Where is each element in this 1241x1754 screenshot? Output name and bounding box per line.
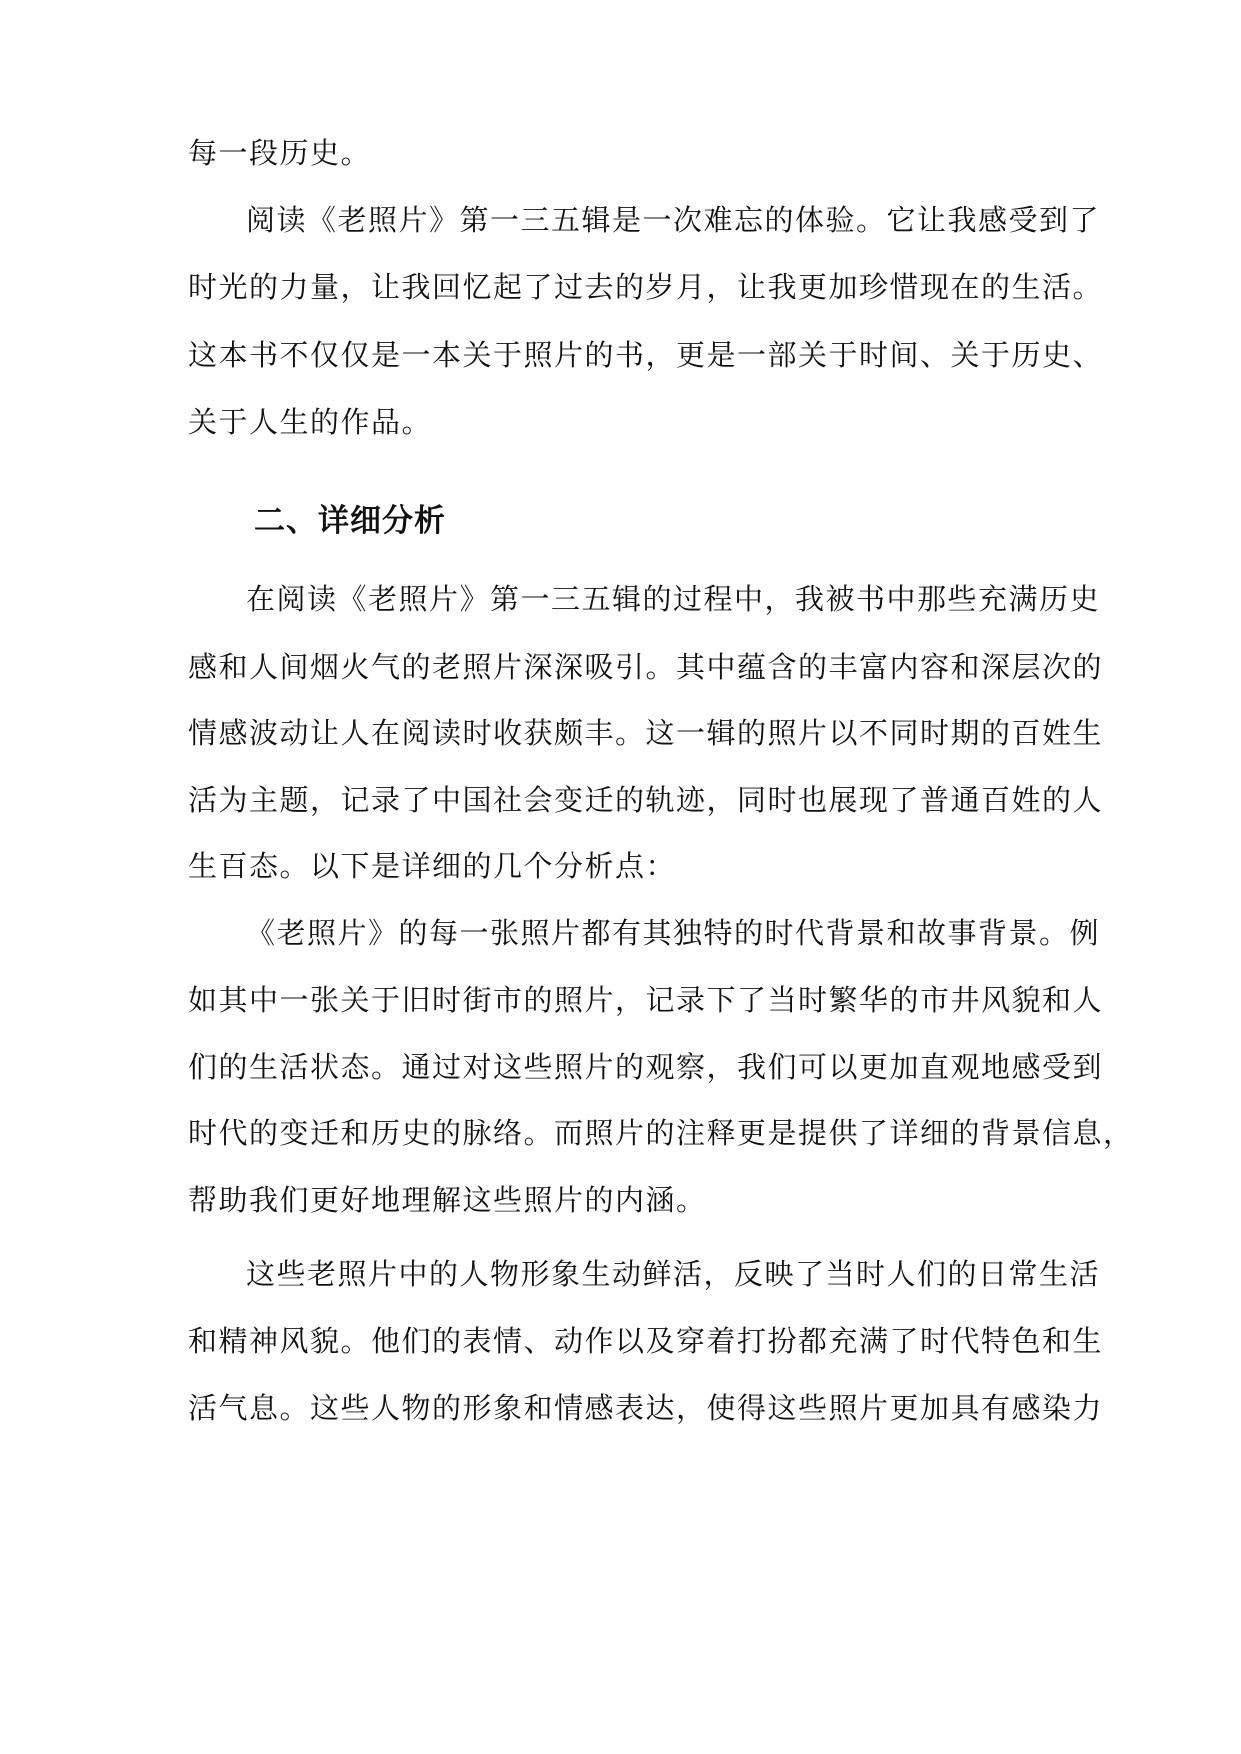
text-line: 关于人生的作品。 [188,405,433,439]
text-line: 每一段历史。 [188,136,372,170]
text-line: 生百态。以下是详细的几个分析点： [188,849,677,883]
text-line: 帮助我们更好地理解这些照片的内涵。 [188,1183,707,1217]
text-line: 感和人间烟火气的老照片深深吸引。其中蕴含的丰富内容和深层次的 [188,650,1104,684]
text-line: 在阅读《老照片》第一三五辑的过程中，我被书中那些充满历史 [246,582,1101,616]
text-line: 阅读《老照片》第一三五辑是一次难忘的体验。它让我感受到了 [246,203,1101,237]
text-line: 时光的力量，让我回忆起了过去的岁月，让我更加珍惜现在的生活。 [188,270,1104,304]
text-line: 这本书不仅仅是一本关于照片的书，更是一部关于时间、关于历史、 [188,338,1104,372]
text-line: 情感波动让人在阅读时收获颇丰。这一辑的照片以不同时期的百姓生 [188,716,1104,750]
text-line: 《老照片》的每一张照片都有其独特的时代背景和故事背景。例 [246,916,1101,950]
section-heading: 二、详细分析 [254,503,446,539]
text-line: 时代的变迁和历史的脉络。而照片的注释更是提供了详细的背景信息， [188,1116,1134,1150]
text-line: 这些老照片中的人物形象生动鲜活，反映了当时人们的日常生活 [246,1257,1101,1291]
text-line: 和精神风貌。他们的表情、动作以及穿着打扮都充满了时代特色和生 [188,1324,1104,1358]
text-line: 活为主题，记录了中国社会变迁的轨迹，同时也展现了普通百姓的人 [188,783,1104,817]
text-line: 活气息。这些人物的形象和情感表达，使得这些照片更加具有感染力 [188,1391,1104,1425]
text-line: 们的生活状态。通过对这些照片的观察，我们可以更加直观地感受到 [188,1050,1104,1084]
text-line: 如其中一张关于旧时街市的照片，记录下了当时繁华的市井风貌和人 [188,983,1104,1017]
